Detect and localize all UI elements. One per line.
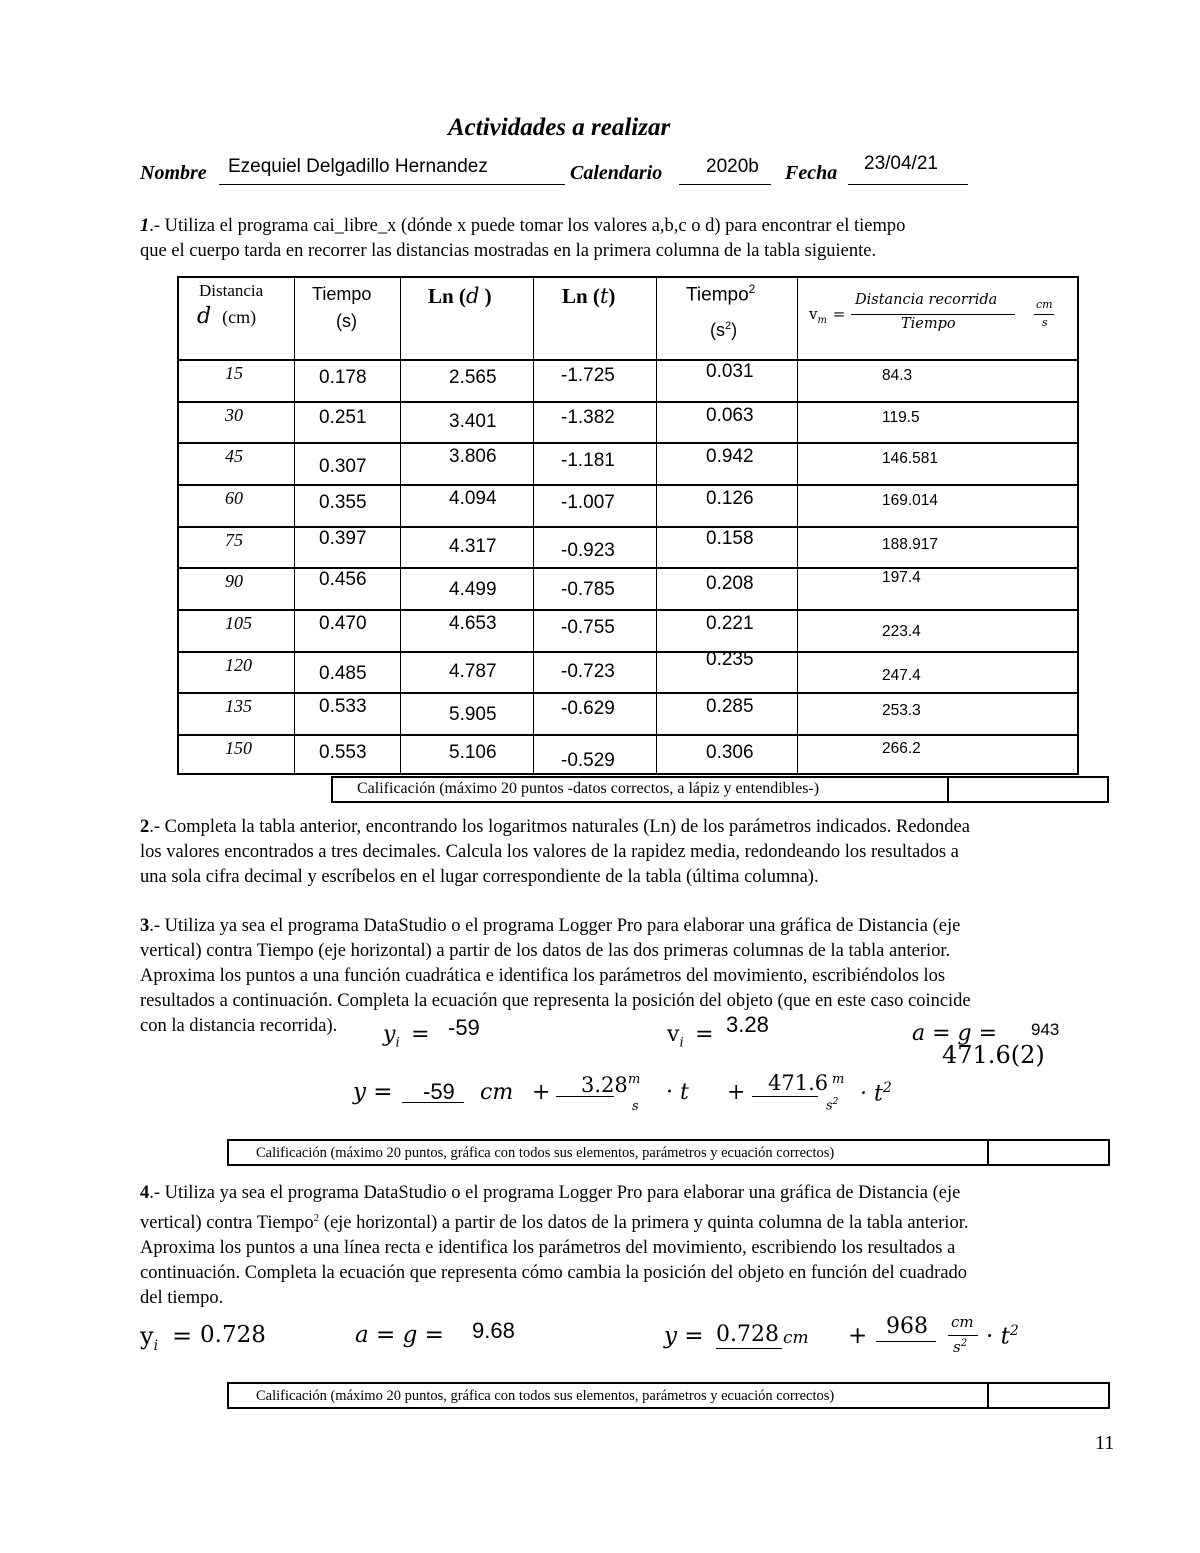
unit-s: s	[826, 1098, 833, 1114]
cell-distancia: 45	[225, 446, 243, 466]
q3-a-value2[interactable]: 471.6(2)	[942, 1041, 1045, 1069]
cell-tiempo2[interactable]: 0.942	[706, 446, 754, 467]
data-table	[177, 276, 1079, 775]
t-symbol: · t	[860, 1081, 883, 1107]
ln-suffix: )	[479, 284, 492, 308]
cell-vm[interactable]: 169.014	[882, 492, 939, 509]
cell-ln-d[interactable]: 4.653	[449, 613, 497, 634]
q4-line: .- Utiliza ya sea el programa DataStudio o el programa Logger Pro para elaborar una gráfica de Distancia (eje	[149, 1183, 961, 1203]
q2-line: .- Completa la tabla anterior, encontrando los logaritmos naturales (Ln) de los parámetros indicados. Redondea	[149, 817, 970, 837]
cell-vm[interactable]: 119.5	[882, 409, 920, 426]
q4-a-value[interactable]: 9.68	[472, 1318, 515, 1343]
cell-ln-d[interactable]: 4.317	[449, 536, 497, 557]
q3-eq-t: · t	[666, 1080, 689, 1105]
q4-eq-plus: +	[848, 1323, 868, 1349]
ln-symbol: d	[465, 284, 480, 308]
cell-distancia: 105	[225, 613, 252, 633]
yi-symbol: y	[383, 1022, 396, 1047]
header-distancia: Distancia	[199, 281, 264, 300]
cell-vm[interactable]: 188.917	[882, 536, 939, 553]
cell-tiempo2[interactable]: 0.285	[706, 696, 754, 717]
header-vm	[809, 305, 845, 326]
tiempo2-exponent: 2	[748, 282, 756, 296]
cell-tiempo[interactable]: 0.397	[319, 528, 367, 549]
vi-symbol: v	[667, 1022, 680, 1047]
calificacion-score-divider	[947, 778, 949, 801]
cell-ln-d[interactable]: 3.401	[449, 411, 497, 432]
q2-line: una sola cifra decimal y escríbelos en el lugar correspondiente de la tabla (última columna).	[140, 867, 819, 887]
cell-tiempo[interactable]: 0.307	[319, 456, 367, 477]
vm-unit-numerator: cm	[1036, 298, 1053, 311]
q2-line: los valores encontrados a tres decimales. Calcula los valores de la rapidez media, redondeando los resultados a	[140, 842, 959, 862]
cell-tiempo2[interactable]: 0.221	[706, 613, 754, 634]
q4-eq-y: y =	[664, 1323, 704, 1349]
table-rule	[179, 359, 1077, 361]
q4-eq-a-unit-num: cm	[951, 1313, 974, 1331]
q3-eq-t2	[860, 1080, 892, 1106]
q3-a-label: a = g =	[912, 1021, 998, 1046]
q3-line: con la distancia recorrida).	[140, 1016, 338, 1036]
q3-eq-y: y =	[353, 1079, 393, 1105]
nombre-underline	[219, 184, 565, 185]
header-ln-t	[562, 284, 615, 309]
cell-tiempo[interactable]: 0.533	[319, 696, 367, 717]
calificacion-box-2	[227, 1139, 1110, 1166]
q1-line: que el cuerpo tarda en recorrer las distancias mostradas en la primera columna de la tabla siguiente.	[140, 241, 877, 261]
calendario-label: Calendario	[570, 162, 663, 184]
q4-line: (eje horizontal) a partir de los datos de la primera y quinta columna de la tabla anterior.	[319, 1213, 969, 1234]
question-2	[140, 815, 1118, 890]
cell-ln-d[interactable]: 4.787	[449, 661, 497, 682]
q3-number: 3	[140, 916, 150, 936]
yi-symbol: y	[140, 1322, 154, 1350]
cell-tiempo2[interactable]: 0.063	[706, 405, 754, 426]
fecha-value[interactable]: 23/04/21	[864, 153, 938, 174]
q3-eq-vi[interactable]: 3.28	[581, 1073, 628, 1097]
cell-ln-d[interactable]: 5.106	[449, 742, 497, 763]
tiempo2-label: Tiempo	[686, 284, 749, 306]
vm-numerator: Distancia recorrida	[855, 292, 998, 308]
yi-subscript: i	[395, 1035, 400, 1051]
q4-line: continuación. Completa la ecuación que representa cómo cambia la posición del objeto en función del cuadrado	[140, 1263, 968, 1284]
q3-eq-a-underline	[752, 1096, 818, 1097]
q3-line: resultados a continuación. Completa la ecuación que representa la posición del objeto (que en este caso coincide	[140, 991, 971, 1011]
cell-vm[interactable]: 84.3	[882, 367, 913, 384]
vm-symbol: v	[809, 305, 818, 323]
unit-close: )	[731, 320, 738, 340]
q4-exponent: 2	[313, 1212, 320, 1224]
cell-tiempo2[interactable]: 0.031	[706, 361, 754, 382]
cell-tiempo[interactable]: 0.485	[319, 663, 367, 684]
vm-unit-denominator: s	[1042, 316, 1048, 329]
vm-equals: =	[832, 305, 846, 323]
table-rule	[179, 484, 1077, 486]
cell-ln-t[interactable]: -1.181	[561, 450, 615, 471]
unit-exp: 2	[832, 1097, 839, 1107]
q3-eq-a-unit-num: m	[832, 1072, 845, 1087]
q3-vi-value[interactable]: 3.28	[726, 1012, 769, 1037]
q3-eq-vi-unit-den: s	[632, 1099, 639, 1114]
calificacion-box-1	[331, 776, 1109, 803]
cell-ln-t[interactable]: -0.723	[561, 661, 615, 682]
q4-eq-t2	[986, 1323, 1019, 1350]
q4-eq-yi-underline	[716, 1348, 782, 1349]
calendario-value[interactable]: 2020b	[706, 156, 759, 177]
header-ln-d	[428, 284, 492, 309]
cell-distancia: 135	[225, 696, 252, 716]
cell-ln-d[interactable]: 5.905	[449, 704, 497, 725]
q3-yi: $y_i$ =	[383, 1022, 430, 1051]
table-rule	[179, 401, 1077, 403]
fecha-underline	[848, 184, 968, 185]
q3-eq-a[interactable]: 471.6	[768, 1071, 829, 1095]
unit-exp: 2	[960, 1338, 968, 1349]
q2-number: 2	[140, 817, 150, 837]
q3-eq-a-unit-den	[826, 1097, 838, 1113]
ln-symbol: t	[599, 284, 609, 308]
cell-ln-d[interactable]: 2.565	[449, 367, 497, 388]
table-rule	[179, 567, 1077, 569]
t-symbol: · t	[986, 1323, 1010, 1350]
q1-line: .- Utiliza el programa cai_libre_x (dónde x puede tomar los valores a,b,c o d) para encontrar el tiempo	[149, 216, 906, 236]
cell-ln-t[interactable]: -0.923	[561, 540, 615, 561]
cell-ln-t[interactable]: -0.785	[561, 579, 615, 600]
vm-unit-bar	[1034, 314, 1054, 315]
table-rule	[179, 442, 1077, 444]
cell-tiempo[interactable]: 0.178	[319, 367, 367, 388]
header-tiempo2	[686, 282, 755, 306]
q4-yi: $y_i$ =	[140, 1322, 193, 1354]
q3-line: Aproxima los puntos a una función cuadrática e identifica los parámetros del movimiento, escribiéndolos los	[140, 966, 946, 986]
cell-tiempo[interactable]: 0.456	[319, 569, 367, 590]
q4-number: 4	[140, 1183, 150, 1203]
q3-line: vertical) contra Tiempo (eje horizontal) a partir de los datos de las dos primeras columnas de la tabla anterior.	[140, 941, 951, 961]
q3-eq-yi[interactable]: -59	[423, 1079, 455, 1104]
fecha-label: Fecha	[785, 162, 838, 184]
q3-eq-vi-unit-num: m	[628, 1072, 641, 1087]
question-4	[140, 1181, 1118, 1311]
vm-denominator: Tiempo	[901, 316, 956, 332]
cell-tiempo[interactable]: 0.355	[319, 492, 367, 513]
q3-eq-plus1: +	[532, 1080, 551, 1105]
q4-yi-value[interactable]: 0.728	[200, 1322, 266, 1348]
q4-eq-a-underline	[876, 1341, 936, 1342]
calificacion-score-divider	[987, 1384, 989, 1407]
cell-tiempo2[interactable]: 0.208	[706, 573, 754, 594]
calificacion-box-3	[227, 1382, 1110, 1409]
nombre-value[interactable]: Ezequiel Delgadillo Hernandez	[228, 156, 488, 177]
calificacion-score-divider	[987, 1141, 989, 1164]
calendario-underline	[679, 184, 771, 185]
vi-subscript: i	[679, 1035, 684, 1051]
cell-tiempo[interactable]: 0.553	[319, 742, 367, 763]
q3-eq-plus2: +	[727, 1080, 746, 1105]
cell-distancia: 60	[225, 488, 243, 508]
cell-vm[interactable]: 197.4	[882, 569, 921, 586]
q3-eq-cm: cm	[480, 1080, 514, 1105]
table-rule	[179, 609, 1077, 611]
cell-tiempo2[interactable]: 0.158	[706, 528, 754, 549]
cell-tiempo[interactable]: 0.251	[319, 407, 367, 428]
cell-tiempo2[interactable]: 0.306	[706, 742, 754, 763]
q4-eq-a-unit-den	[953, 1338, 967, 1356]
cell-vm[interactable]: 253.3	[882, 702, 921, 719]
cell-vm[interactable]: 146.581	[882, 450, 939, 467]
question-1	[140, 214, 1118, 264]
table-rule	[179, 734, 1077, 736]
cell-ln-d[interactable]: 3.806	[449, 446, 497, 467]
unit-exponent: 2	[725, 320, 732, 332]
cell-ln-d[interactable]: 4.499	[449, 579, 497, 600]
cell-distancia: 30	[225, 405, 243, 425]
distance-symbol: d	[197, 304, 212, 329]
header-distancia-unit	[197, 304, 256, 329]
cell-vm[interactable]: 223.4	[882, 623, 921, 640]
cell-vm[interactable]: 247.4	[882, 667, 921, 684]
cell-ln-t[interactable]: -1.007	[561, 492, 615, 513]
calificacion-text-3: Calificación (máximo 20 puntos, gráfica con todos sus elementos, parámetros y ecuación correctos)	[256, 1388, 835, 1404]
table-rule	[179, 692, 1077, 694]
cell-distancia: 90	[225, 571, 243, 591]
cell-distancia: 75	[225, 530, 243, 550]
ln-prefix: Ln (	[428, 284, 466, 308]
table-rule	[179, 651, 1077, 653]
cell-ln-t[interactable]: -1.725	[561, 365, 615, 386]
header-tiempo2-unit	[710, 320, 737, 341]
cell-distancia: 15	[225, 363, 243, 383]
q4-unit-bar	[948, 1335, 978, 1336]
t-exp: 2	[1009, 1323, 1019, 1339]
cell-vm[interactable]: 266.2	[882, 740, 921, 757]
cell-tiempo2[interactable]: 0.235	[706, 649, 754, 670]
cell-tiempo[interactable]: 0.470	[319, 613, 367, 634]
cell-ln-t[interactable]: -0.529	[561, 750, 615, 771]
q3-line: .- Utiliza ya sea el programa DataStudio o el programa Logger Pro para elaborar una gráfica de Distancia (eje	[149, 916, 961, 936]
cell-distancia: 150	[225, 738, 252, 758]
unit-s: s	[953, 1338, 961, 1356]
cell-ln-t[interactable]: -0.755	[561, 617, 615, 638]
page-number: 11	[1095, 1432, 1115, 1454]
q4-a-label: a = g =	[355, 1322, 444, 1348]
vm-subscript: m	[817, 315, 827, 326]
header-tiempo-unit: (s)	[336, 311, 357, 331]
nombre-label: Nombre	[140, 162, 207, 184]
ln-suffix: )	[608, 284, 616, 308]
q4-line: del tiempo.	[140, 1288, 224, 1309]
q3-a-value[interactable]: 943	[1031, 1020, 1060, 1039]
calificacion-text-2: Calificación (máximo 20 puntos, gráfica con todos sus elementos, parámetros y ecuación correctos)	[256, 1145, 835, 1161]
q3-yi-value[interactable]: -59	[448, 1015, 480, 1040]
unit-open: (s	[710, 320, 725, 340]
q4-eq-a[interactable]: 968	[886, 1314, 928, 1339]
cell-ln-t[interactable]: -0.629	[561, 698, 615, 719]
cell-tiempo2[interactable]: 0.126	[706, 488, 754, 509]
header-tiempo: Tiempo	[312, 284, 372, 304]
q4-eq-yi[interactable]: 0.728	[716, 1322, 779, 1347]
q3-vi: $v_i$ =	[667, 1022, 714, 1051]
q4-eq-cm: cm	[783, 1328, 809, 1348]
cell-ln-d[interactable]: 4.094	[449, 488, 497, 509]
calificacion-text-1: Calificación (máximo 20 puntos -datos correctos, a lápiz y entendibles-)	[357, 780, 820, 797]
q4-line: vertical) contra Tiempo	[140, 1213, 314, 1234]
yi-subscript: i	[153, 1337, 159, 1354]
ln-prefix: Ln (	[562, 284, 600, 308]
q1-number: 1	[140, 216, 150, 236]
t-exp: 2	[882, 1080, 892, 1096]
page-title: Actividades a realizar	[448, 114, 671, 141]
vm-fraction-bar	[851, 314, 1015, 315]
cell-ln-t[interactable]: -1.382	[561, 407, 615, 428]
q4-line: Aproxima los puntos a una línea recta e identifica los parámetros del movimiento, escribiendo los resultados a	[140, 1238, 956, 1259]
distance-unit: (cm)	[222, 307, 257, 327]
table-rule	[179, 526, 1077, 528]
cell-distancia: 120	[225, 655, 252, 675]
